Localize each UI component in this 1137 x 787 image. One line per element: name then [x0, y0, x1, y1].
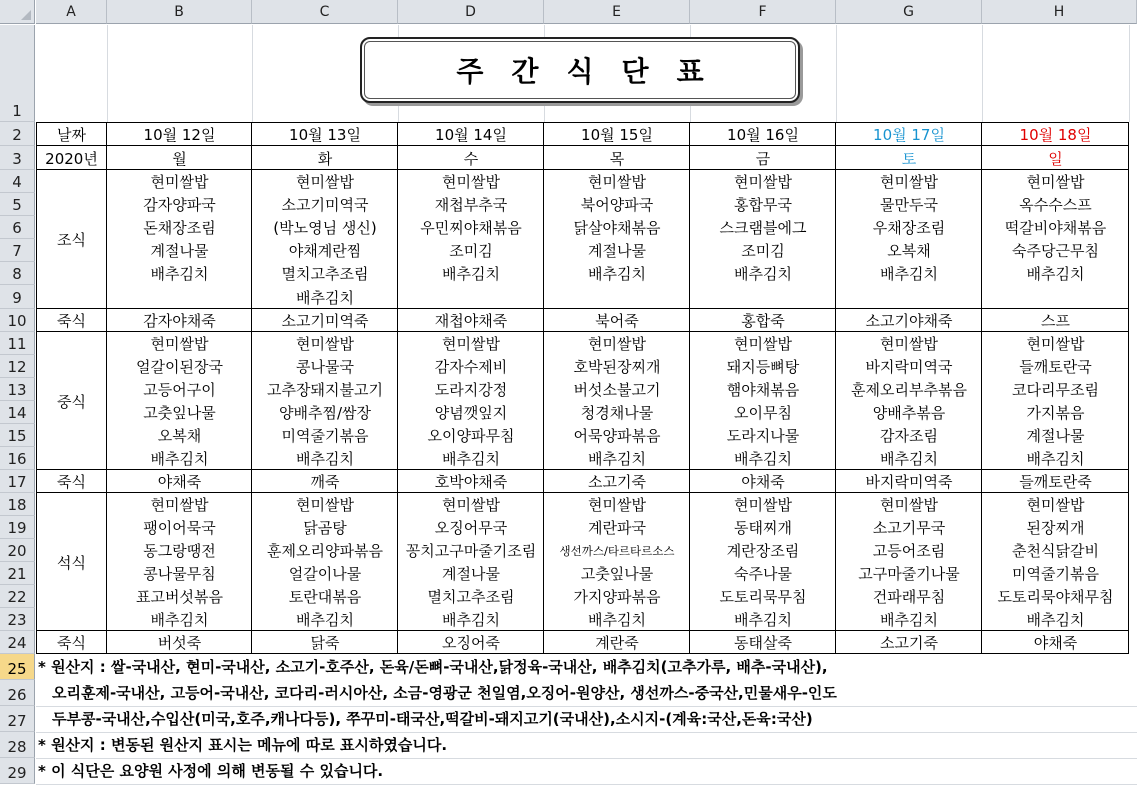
gridline	[36, 784, 1137, 785]
breakfast-item[interactable]: 현미쌀밥	[880, 173, 938, 191]
dinner-item[interactable]: 표고버섯볶음	[136, 588, 223, 606]
dinner-item[interactable]: 춘천식닭갈비	[1012, 542, 1099, 560]
row-header-26[interactable]: 26	[0, 680, 35, 706]
table-border	[106, 122, 107, 654]
row-header-23[interactable]: 23	[0, 608, 35, 631]
dinner-item[interactable]: 소고기무국	[872, 519, 946, 537]
breakfast-item[interactable]: 소고기미역국	[281, 196, 369, 214]
row-header-29[interactable]: 29	[0, 758, 35, 784]
porridge-item[interactable]: 오징어죽	[442, 634, 500, 652]
lunch-item[interactable]: 계절나물	[1026, 427, 1085, 445]
porridge-item[interactable]: 야채죽	[1033, 634, 1078, 652]
weekday-cell-6[interactable]: 토	[901, 149, 917, 168]
breakfast-item[interactable]	[982, 285, 1129, 309]
breakfast-item[interactable]: 계절나물	[150, 242, 209, 260]
lunch-item[interactable]: 감자수제비	[434, 358, 508, 376]
dinner-item[interactable]: 멸치고추조림	[427, 588, 515, 606]
dinner-item[interactable]: 동그랑땡전	[143, 542, 216, 560]
lunch-item[interactable]: 현미쌀밥	[1026, 335, 1085, 353]
lunch-item[interactable]: 바지락미역국	[865, 358, 953, 376]
porridge-item[interactable]: 스프	[1041, 312, 1070, 330]
dinner-item[interactable]: 계절나물	[442, 565, 500, 583]
dinner-item[interactable]: 현미쌀밥	[734, 496, 792, 514]
gridline	[836, 25, 837, 122]
lunch-item[interactable]: 도라지나물	[726, 427, 800, 445]
dinner-item[interactable]: 건파래무침	[872, 588, 946, 606]
breakfast-item[interactable]: 숙주당근무침	[1012, 242, 1099, 260]
lunch-item[interactable]: 오이무침	[734, 404, 792, 422]
weekday-cell-4[interactable]: 목	[609, 149, 625, 168]
dinner-item[interactable]: 현미쌀밥	[880, 496, 938, 514]
dinner-item[interactable]: 계란파국	[588, 519, 646, 537]
dinner-item[interactable]: 현미쌀밥	[442, 496, 500, 514]
dinner-item[interactable]: 동태찌개	[734, 519, 792, 537]
porridge-item[interactable]: 소고기죽	[588, 473, 646, 491]
breakfast-item[interactable]: 북어양파국	[580, 196, 654, 214]
origin-note-5: * 이 식단은 요양원 사정에 의해 변동될 수 있습니다.	[38, 762, 384, 780]
dinner-item[interactable]: 콩나물무침	[143, 565, 216, 583]
lunch-item[interactable]: 배추김치	[588, 450, 646, 468]
row-header-18[interactable]: 18	[0, 493, 35, 516]
breakfast-item[interactable]: 현미쌀밥	[442, 173, 500, 191]
dinner-item[interactable]: 도토리묵무침	[719, 588, 807, 606]
row-header-12[interactable]: 12	[0, 355, 35, 378]
porridge-item[interactable]: 북어죽	[595, 312, 639, 330]
breakfast-item[interactable]: 배추김치	[588, 265, 646, 283]
row-header-9[interactable]: 9	[0, 285, 35, 309]
dinner-item[interactable]: 꽁치고구마줄기조림	[405, 542, 537, 560]
breakfast-item[interactable]: 배추김치	[150, 265, 209, 283]
breakfast-item[interactable]: 물만두국	[880, 196, 938, 214]
weekday-cell-1[interactable]: 월	[172, 149, 187, 168]
porridge-item[interactable]: 소고기죽	[880, 634, 938, 652]
table-border	[36, 469, 1129, 470]
dinner-label[interactable]: 석식	[57, 553, 86, 572]
origin-note-3: 두부콩-국내산,수입산(미국,호주,캐나다등), 쭈꾸미-태국산,떡갈비-돼지고기(국내산),소시지-(계육:국산,돈육:국산)	[52, 710, 813, 728]
lunch-label[interactable]: 중식	[57, 392, 86, 411]
date-cell-6[interactable]: 10월 17일	[873, 125, 945, 144]
breakfast-item[interactable]: 배추김치	[880, 265, 938, 283]
row-header-10[interactable]: 10	[0, 309, 35, 332]
porridge-label-3[interactable]: 죽식	[57, 634, 86, 652]
dinner-item[interactable]: 된장찌개	[1026, 519, 1085, 537]
dinner-item[interactable]: 현미쌀밥	[296, 496, 354, 514]
date-label-cell[interactable]: 날짜	[57, 125, 86, 144]
breakfast-item[interactable]	[836, 285, 982, 309]
lunch-item[interactable]: 미역줄기볶음	[281, 427, 369, 445]
dinner-item[interactable]: 현미쌀밥	[588, 496, 646, 514]
row-header-28[interactable]: 28	[0, 732, 35, 758]
row-header-25[interactable]: 25	[0, 654, 35, 680]
breakfast-item[interactable]: 배추김치	[442, 265, 500, 283]
lunch-item[interactable]: 청경채나물	[580, 404, 654, 422]
column-header-C[interactable]: C	[252, 0, 398, 24]
breakfast-item[interactable]: 옥수수스프	[1019, 196, 1092, 214]
table-border	[981, 122, 982, 654]
row-header-15[interactable]: 15	[0, 424, 35, 447]
breakfast-item[interactable]: 현미쌀밥	[1026, 173, 1085, 191]
row-header-27[interactable]: 27	[0, 706, 35, 732]
lunch-item[interactable]: 배추김치	[880, 450, 938, 468]
dinner-item[interactable]: 현미쌀밥	[150, 496, 209, 514]
lunch-item[interactable]: 얼갈이된장국	[136, 358, 223, 376]
lunch-item[interactable]: 배추김치	[734, 450, 792, 468]
row-header-21[interactable]: 21	[0, 562, 35, 585]
dinner-item[interactable]: 가지양파볶음	[573, 588, 661, 606]
gridline	[252, 25, 253, 122]
dinner-item[interactable]: 닭곰탕	[303, 519, 347, 537]
lunch-item[interactable]: 들깨토란국	[1019, 358, 1092, 376]
row-header-13[interactable]: 13	[0, 378, 35, 401]
breakfast-item[interactable]: 멸치고추조림	[281, 265, 369, 283]
dinner-item[interactable]: 배추김치	[588, 611, 646, 629]
dinner-item[interactable]: 계란장조림	[726, 542, 800, 560]
breakfast-item[interactable]: (박노영님 생신)	[273, 219, 377, 237]
table-border	[1128, 122, 1129, 654]
breakfast-item[interactable]: 현미쌀밥	[296, 173, 354, 191]
porridge-item[interactable]: 야채죽	[157, 473, 202, 491]
row-header-4[interactable]: 4	[0, 170, 35, 193]
page-title: 주간식단표	[456, 55, 732, 88]
dinner-item[interactable]: 고춧잎나물	[580, 565, 654, 583]
porridge-item[interactable]: 깨죽	[310, 473, 340, 491]
dinner-item[interactable]: 도토리묵야채무침	[997, 588, 1114, 606]
breakfast-item[interactable]	[107, 285, 252, 309]
row-header-3[interactable]: 3	[0, 146, 35, 170]
lunch-item[interactable]: 배추김치	[442, 450, 500, 468]
dinner-item[interactable]: 배추김치	[1026, 611, 1085, 629]
column-header-G[interactable]: G	[836, 0, 982, 24]
table-border	[835, 122, 836, 654]
breakfast-item[interactable]: 재첩부추국	[434, 196, 508, 214]
row-header-11[interactable]: 11	[0, 332, 35, 355]
breakfast-item[interactable]: 우채장조림	[872, 219, 946, 237]
table-border	[397, 122, 398, 654]
dinner-item[interactable]: 팽이어묵국	[143, 519, 216, 537]
dinner-item[interactable]: 배추김치	[150, 611, 209, 629]
weekday-cell-2[interactable]: 화	[317, 149, 333, 168]
lunch-item[interactable]: 배추김치	[1026, 450, 1085, 468]
breakfast-item[interactable]: 돈채장조림	[143, 219, 216, 237]
column-header-F[interactable]: F	[690, 0, 836, 24]
table-border	[36, 145, 1129, 146]
porridge-item[interactable]: 들깨토란죽	[1019, 473, 1092, 491]
dinner-item[interactable]: 배추김치	[734, 611, 792, 629]
row-header-6[interactable]: 6	[0, 216, 35, 239]
breakfast-item[interactable]: 현미쌀밥	[734, 173, 792, 191]
porridge-item[interactable]: 동태살죽	[734, 634, 792, 652]
breakfast-item[interactable]: 배추김치	[734, 265, 792, 283]
breakfast-item[interactable]: 배추김치	[296, 288, 354, 307]
menu-title-box	[360, 37, 800, 103]
date-cell-4[interactable]: 10월 15일	[581, 125, 653, 144]
dinner-item[interactable]: 얼갈이나물	[288, 565, 362, 583]
lunch-item[interactable]: 배추김치	[296, 450, 354, 468]
breakfast-item[interactable]	[544, 285, 690, 309]
lunch-item[interactable]: 고추장돼지불고기	[267, 381, 383, 399]
porridge-item[interactable]: 소고기미역죽	[281, 312, 369, 330]
year-label-cell[interactable]: 2020년	[45, 149, 98, 168]
row-header-2[interactable]: 2	[0, 122, 35, 146]
breakfast-item[interactable]: 배추김치	[1026, 265, 1085, 283]
lunch-item[interactable]: 도라지강정	[434, 381, 508, 399]
breakfast-item[interactable]: 현미쌀밥	[150, 173, 209, 191]
lunch-item[interactable]: 고춧잎나물	[143, 404, 216, 422]
row-header-5[interactable]: 5	[0, 193, 35, 216]
breakfast-item[interactable]: 떡갈비야채볶음	[1004, 219, 1107, 237]
lunch-item[interactable]: 훈제오리부추볶음	[851, 381, 967, 399]
row-header-14[interactable]: 14	[0, 401, 35, 424]
breakfast-item[interactable]: 우민찌야채볶음	[420, 219, 522, 237]
table-border	[36, 492, 1129, 493]
table-border	[36, 122, 1129, 123]
select-all-corner[interactable]	[0, 0, 35, 24]
date-cell-7[interactable]: 10월 18일	[1019, 125, 1092, 144]
weekday-cell-3[interactable]: 수	[463, 149, 479, 168]
dinner-item[interactable]: 배추김치	[880, 611, 938, 629]
porridge-item[interactable]: 바지락미역죽	[865, 473, 953, 491]
lunch-item[interactable]: 양배추볶음	[872, 404, 946, 422]
breakfast-item[interactable]: 오복채	[887, 242, 931, 260]
dinner-item[interactable]: 토란대볶음	[288, 588, 362, 606]
lunch-item[interactable]: 현미쌀밥	[296, 335, 354, 353]
row-header-19[interactable]: 19	[0, 516, 35, 539]
row-header-7[interactable]: 7	[0, 239, 35, 262]
origin-note-4: * 원산지 : 변동된 원산지 표시는 메뉴에 따로 표시하였습니다.	[38, 736, 448, 754]
table-border	[36, 630, 1129, 631]
weekday-cell-5[interactable]: 금	[755, 149, 771, 168]
dinner-item[interactable]: 미역줄기볶음	[1012, 565, 1099, 583]
column-header-B[interactable]: B	[107, 0, 252, 24]
gridline	[1129, 25, 1130, 122]
breakfast-item[interactable]: 감자양파국	[143, 196, 216, 214]
porridge-item[interactable]: 홍합죽	[741, 312, 785, 330]
porridge-item[interactable]: 버섯죽	[157, 634, 202, 652]
lunch-item[interactable]: 코다리무조림	[1012, 381, 1099, 399]
lunch-item[interactable]: 버섯소불고기	[573, 381, 661, 399]
breakfast-item[interactable]: 홍합무국	[734, 196, 792, 214]
porridge-label-2[interactable]: 죽식	[57, 473, 86, 491]
porridge-item[interactable]: 감자야채죽	[143, 312, 216, 330]
lunch-item[interactable]: 콩나물국	[296, 358, 354, 376]
dinner-item[interactable]: 오징어무국	[434, 519, 508, 537]
lunch-item[interactable]: 양념깻잎지	[434, 404, 508, 422]
porridge-item[interactable]: 재첩야채죽	[434, 312, 508, 330]
porridge-item[interactable]: 소고기야채죽	[865, 312, 953, 330]
porridge-label-1[interactable]: 죽식	[57, 312, 86, 330]
lunch-item[interactable]: 햄야채볶음	[726, 381, 800, 399]
row-header-8[interactable]: 8	[0, 262, 35, 285]
column-header-H[interactable]: H	[982, 0, 1137, 24]
origin-note-2: 오리훈제-국내산, 고등어-국내산, 코다리-러시아산, 소금-영광군 천일염,오징어-원양산, 생선까스-중국산,민물새우-인도	[52, 684, 837, 702]
dinner-item[interactable]: 고구마줄기나물	[858, 565, 960, 583]
breakfast-item[interactable]	[398, 285, 544, 309]
column-header-E[interactable]: E	[544, 0, 690, 24]
date-cell-5[interactable]: 10월 16일	[727, 125, 799, 144]
lunch-item[interactable]: 현미쌀밥	[150, 335, 209, 353]
porridge-item[interactable]: 계란죽	[595, 634, 639, 652]
lunch-item[interactable]: 현미쌀밥	[880, 335, 938, 353]
date-cell-2[interactable]: 10월 13일	[289, 125, 361, 144]
breakfast-item[interactable]: 조미김	[741, 242, 785, 260]
table-border	[543, 122, 544, 654]
dinner-item[interactable]: 생선까스/타르타르소스	[559, 543, 675, 558]
row-header-22[interactable]: 22	[0, 585, 35, 608]
dinner-item[interactable]: 현미쌀밥	[1026, 496, 1085, 514]
porridge-item[interactable]: 닭죽	[310, 634, 340, 652]
gridline	[982, 25, 983, 122]
column-header-A[interactable]: A	[36, 0, 107, 24]
breakfast-item[interactable]: 현미쌀밥	[588, 173, 646, 191]
table-border	[689, 122, 690, 654]
breakfast-label[interactable]: 조식	[57, 231, 86, 249]
lunch-item[interactable]: 현미쌀밥	[588, 335, 646, 353]
table-border	[36, 122, 37, 654]
lunch-item[interactable]: 어묵양파볶음	[573, 427, 661, 445]
lunch-item[interactable]: 호박된장찌개	[573, 358, 661, 376]
table-border	[36, 308, 1129, 309]
lunch-item[interactable]: 현미쌀밥	[442, 335, 500, 353]
date-cell-1[interactable]: 10월 12일	[143, 125, 216, 144]
dinner-item[interactable]: 배추김치	[442, 611, 500, 629]
dinner-item[interactable]: 배추김치	[296, 611, 354, 629]
lunch-item[interactable]: 현미쌀밥	[734, 335, 792, 353]
lunch-item[interactable]: 감자조림	[880, 427, 938, 445]
weekday-cell-7[interactable]: 일	[1048, 149, 1063, 168]
porridge-item[interactable]: 야채죽	[741, 473, 785, 491]
row-header-24[interactable]: 24	[0, 631, 35, 654]
table-border	[36, 169, 1129, 170]
row-header-1[interactable]: 1	[0, 25, 35, 122]
breakfast-item[interactable]: 닭살야채볶음	[573, 219, 661, 237]
dinner-item[interactable]: 훈제오리양파볶음	[267, 542, 383, 560]
lunch-item[interactable]: 양배추찜/쌈장	[279, 404, 371, 422]
breakfast-item[interactable]: 조미김	[449, 242, 493, 260]
breakfast-item[interactable]: 스크램블에그	[719, 219, 807, 237]
dinner-item[interactable]: 고등어조림	[872, 542, 946, 560]
table-border	[251, 122, 252, 654]
breakfast-item[interactable]: 계절나물	[588, 242, 646, 260]
origin-note-1: * 원산지 : 쌀-국내산, 현미-국내산, 소고기-호주산, 돈육/돈뼈-국내산,닭정육-국내산, 배추김치(고추가루, 배추-국내산),	[38, 658, 828, 676]
lunch-item[interactable]: 고등어구이	[143, 381, 216, 399]
row-header-20[interactable]: 20	[0, 539, 35, 562]
row-header-16[interactable]: 16	[0, 447, 35, 470]
gridline	[107, 25, 108, 122]
breakfast-item[interactable]: 야채계란찜	[288, 242, 362, 260]
table-border	[36, 331, 1129, 332]
lunch-item[interactable]: 배추김치	[150, 450, 209, 468]
lunch-item[interactable]: 돼지등뼈탕	[726, 358, 800, 376]
row-header-17[interactable]: 17	[0, 470, 35, 493]
porridge-item[interactable]: 호박야채죽	[434, 473, 508, 491]
lunch-item[interactable]: 가지볶음	[1026, 404, 1085, 422]
lunch-item[interactable]: 오이양파무침	[427, 427, 515, 445]
dinner-item[interactable]: 숙주나물	[734, 565, 792, 583]
breakfast-item[interactable]	[690, 285, 836, 309]
date-cell-3[interactable]: 10월 14일	[435, 125, 507, 144]
lunch-item[interactable]: 오복채	[157, 427, 202, 445]
column-header-D[interactable]: D	[398, 0, 544, 24]
